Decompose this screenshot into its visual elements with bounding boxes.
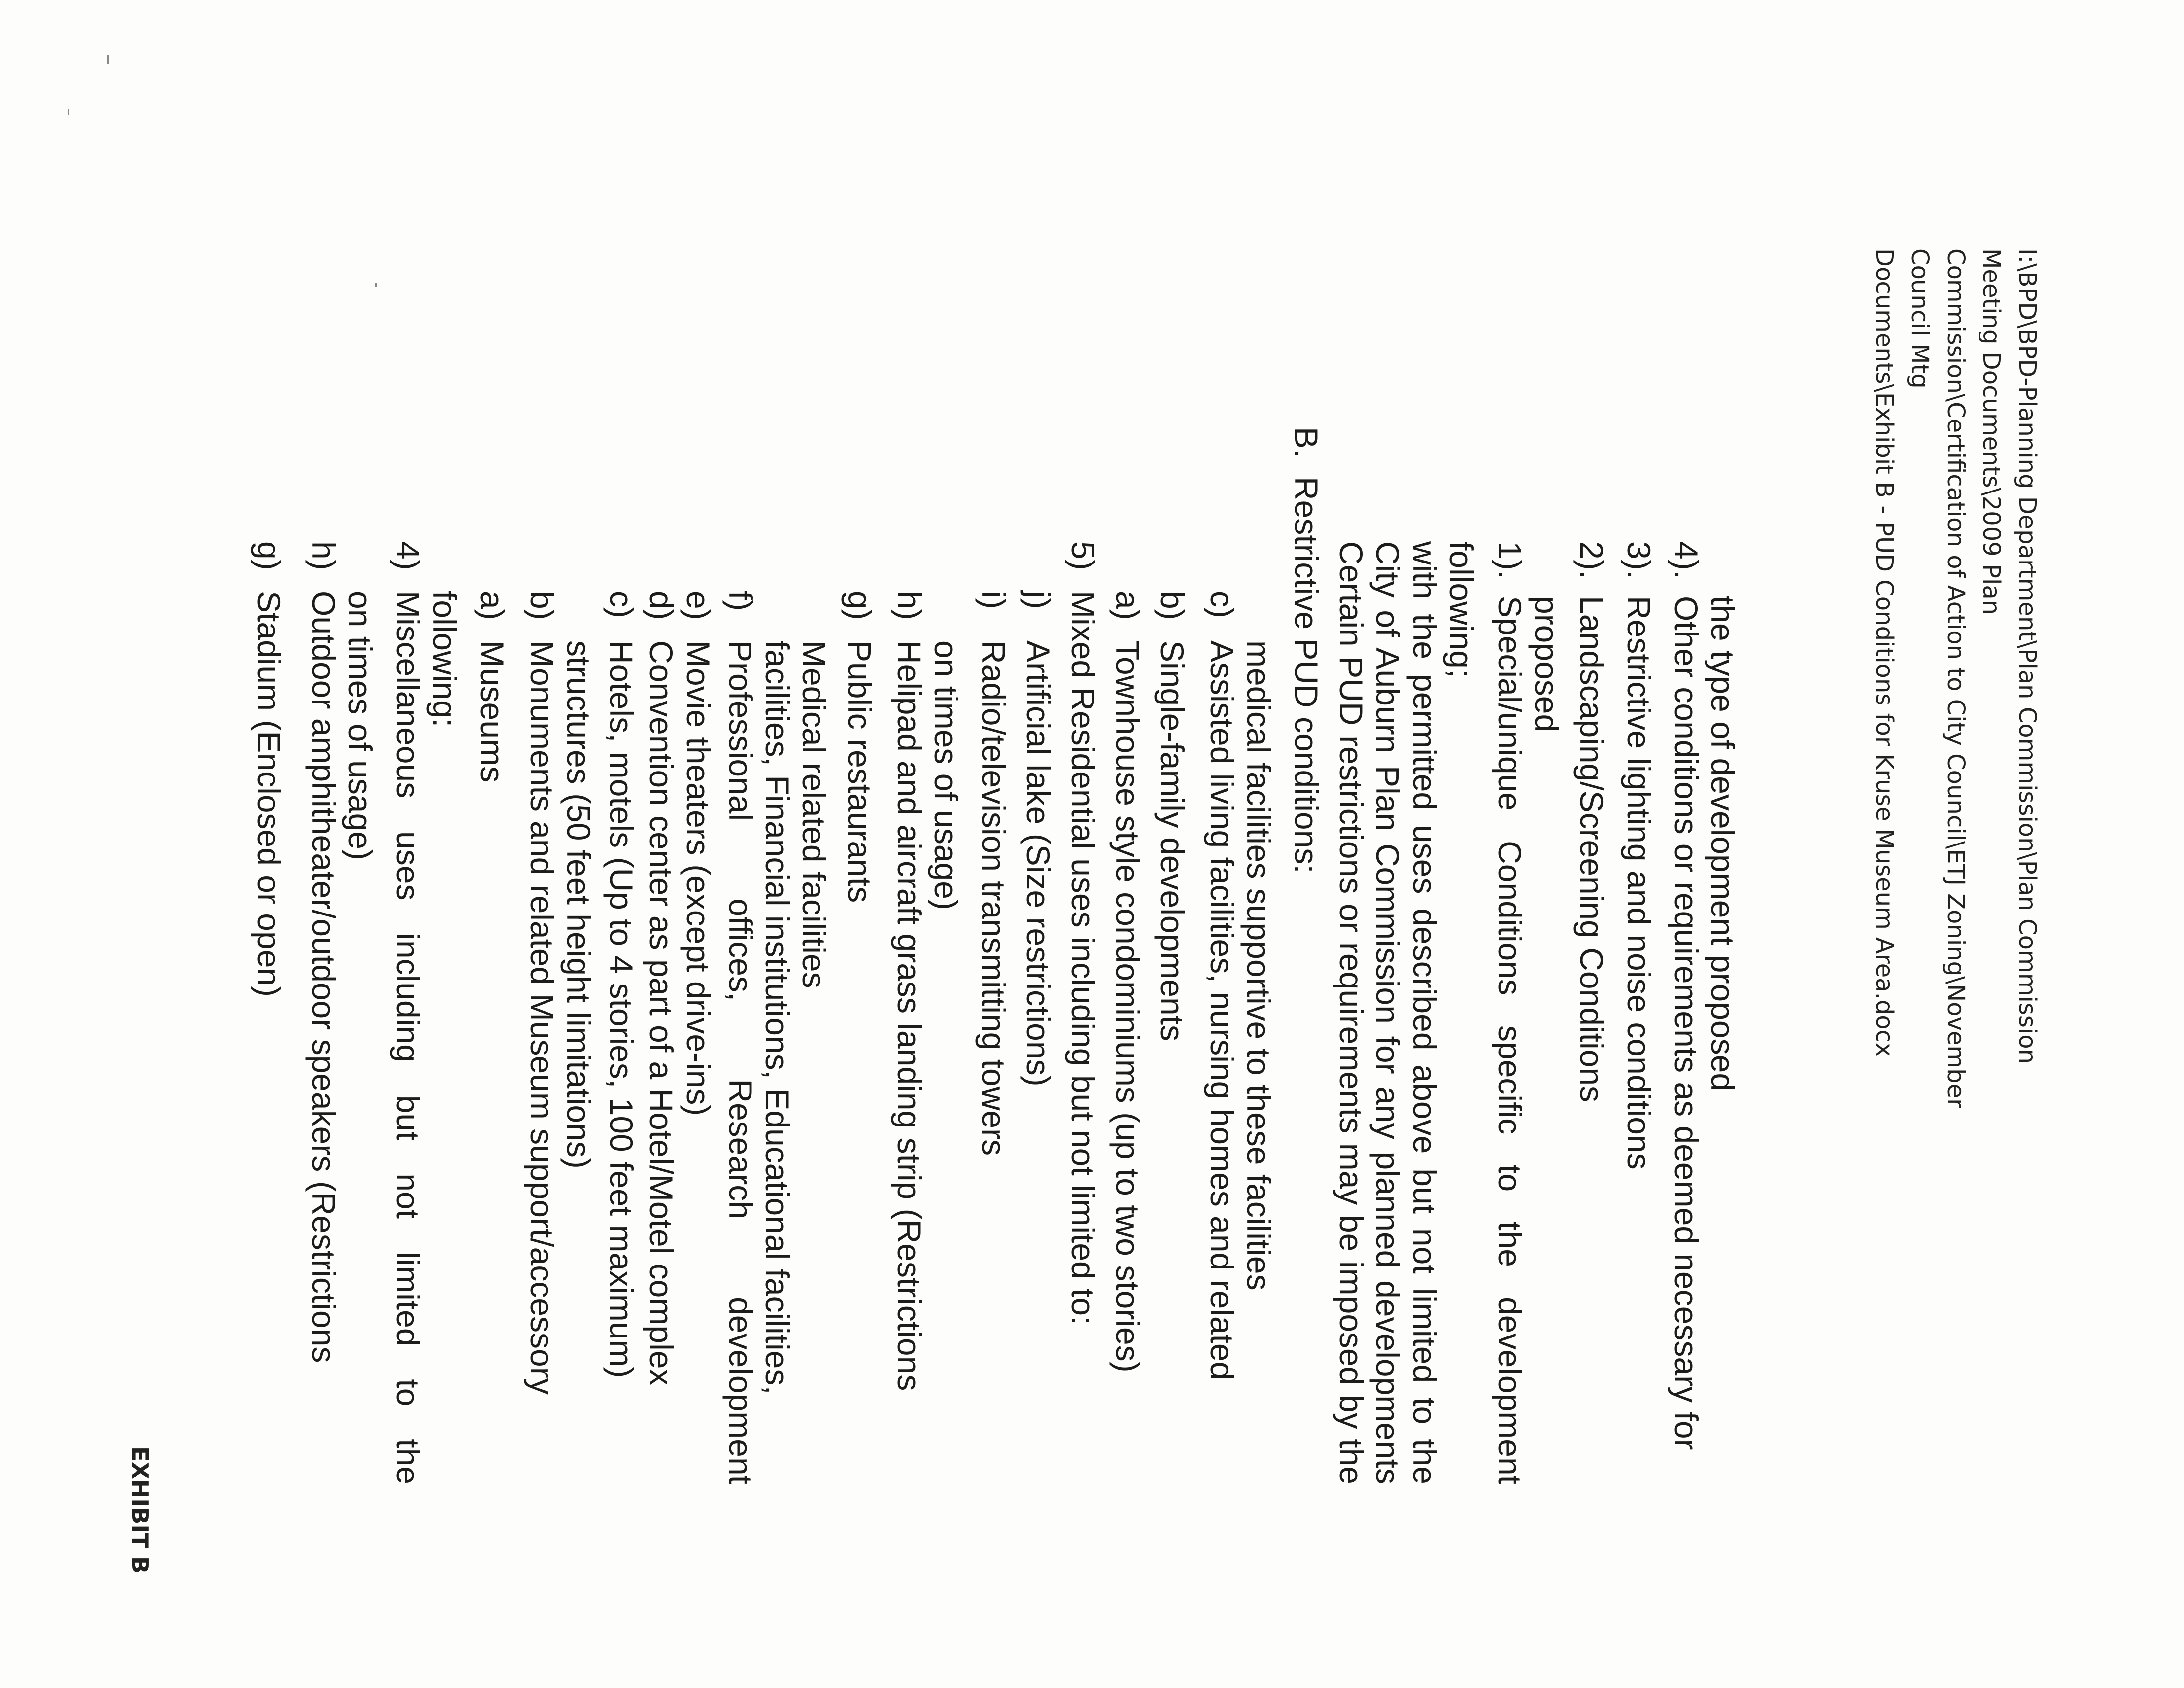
list-item-text: Medical related facilities [796, 640, 832, 988]
scan-speck [68, 109, 69, 115]
scan-speck [107, 55, 109, 64]
section-4-text: Miscellaneous uses including but not limited to the [390, 591, 426, 1484]
list-item-text: the type of development proposed [1705, 596, 1741, 1092]
file-path-line: Commission\Certification of Action to City Council\ETJ Zoning\November Council Mtg [1906, 248, 1970, 1108]
list-item-label: a) [474, 591, 511, 620]
section-4-label: 4) [390, 541, 426, 570]
list-item-label: 1). [1492, 541, 1528, 580]
list-item-label: a) [1109, 591, 1146, 620]
list-item-text: Hotels, motels (Up to 4 stories, 100 feet maximum) [603, 640, 640, 1378]
section-4-text: following: [426, 591, 463, 728]
exhibit-header: EXHIBIT B [127, 1446, 153, 1574]
section-b-paragraph: with the permitted uses described above but not limited to the [1406, 541, 1443, 1484]
section-b-paragraph: following; [1443, 541, 1480, 678]
list-item-label: f) [722, 591, 759, 611]
list-item-text: Public restaurants [841, 640, 878, 903]
list-item-text: medical facilities supportive to these facilities [1240, 640, 1277, 1291]
list-item-label: e) [680, 591, 717, 620]
list-item-text: Single-family developments [1154, 640, 1191, 1042]
list-item-label: h) [305, 541, 342, 570]
section-b-heading: Restrictive PUD conditions: [1288, 477, 1325, 874]
list-item-text: Townhouse style condominiums (up to two stories) [1109, 640, 1146, 1373]
list-item-label: h) [891, 591, 928, 620]
file-path-footer [1866, 248, 2045, 1167]
list-item-text: on times of usage) [928, 640, 964, 910]
list-item-label: c) [603, 591, 640, 618]
list-item-label: b) [524, 591, 560, 620]
list-item-label: 4). [1668, 541, 1705, 580]
file-path-line: Documents\Exhibit B - PUD Conditions for Kruse Museum Area.docx [1870, 248, 1898, 1057]
scan-speck [375, 283, 377, 287]
section-5-text: Mixed Residential uses including but not limited to: [1065, 591, 1101, 1325]
section-b-label: B. [1288, 427, 1325, 458]
list-item-text: on times of usage) [342, 591, 379, 860]
list-item-text: Assisted living facilities, nursing homes and related [1204, 640, 1240, 1380]
list-item-text: Stadium (Enclosed or open) [251, 591, 287, 997]
list-item-label: c) [1204, 591, 1240, 618]
list-item-label: j) [1020, 591, 1057, 609]
section-b-paragraph: City of Auburn Plan Commission for any planned developments [1369, 541, 1406, 1484]
list-item-label: i) [975, 591, 1012, 609]
list-item-text: Convention center as part of a Hotel/Motel complex [643, 640, 680, 1386]
list-item-text: Museums [474, 640, 511, 783]
list-item-label: d) [643, 591, 680, 620]
section-b-paragraph: Certain PUD restrictions or requirements may be imposed by the [1333, 541, 1369, 1484]
list-item-label: 2). [1573, 541, 1610, 580]
list-item-text: Professional offices, Research development [722, 640, 759, 1484]
list-item-text: structures (50 feet height limitations) [560, 640, 597, 1169]
list-item-text: facilities, Financial institutions, Educational facilities, [759, 640, 796, 1395]
list-item-text: Special/unique Conditions specific to the development [1492, 596, 1528, 1484]
list-item-label: 3). [1621, 541, 1657, 580]
file-path-line: I:\BPD\BPD-Planning Department\Plan Commission\Plan Commission Meeting Documents\2009 Plan [1978, 248, 2041, 1064]
section-5-label: 5) [1065, 541, 1101, 570]
list-item-text: Radio/television transmitting towers [975, 640, 1012, 1156]
list-item-text: Monuments and related Museum support/accessory [524, 640, 560, 1395]
list-item-text: Outdoor amphitheater/outdoor speakers (Restrictions [305, 591, 342, 1363]
list-item-text: Artificial lake (Size restrictions) [1020, 640, 1057, 1087]
list-item-text: Movie theaters (except drive-ins) [680, 640, 717, 1116]
list-item-label: b) [1154, 591, 1191, 620]
list-item-text: Landscaping/Screening Conditions [1573, 596, 1610, 1103]
list-item-text: Restrictive lighting and noise conditions [1621, 596, 1657, 1170]
list-item-label: g) [251, 541, 287, 570]
list-item-text: proposed [1528, 596, 1565, 733]
list-item-text: Helipad and aircraft grass landing strip (Restrictions [891, 640, 928, 1391]
list-item-text: Other conditions or requirements as deemed necessary for [1668, 596, 1705, 1450]
list-item-label: g) [841, 591, 878, 620]
